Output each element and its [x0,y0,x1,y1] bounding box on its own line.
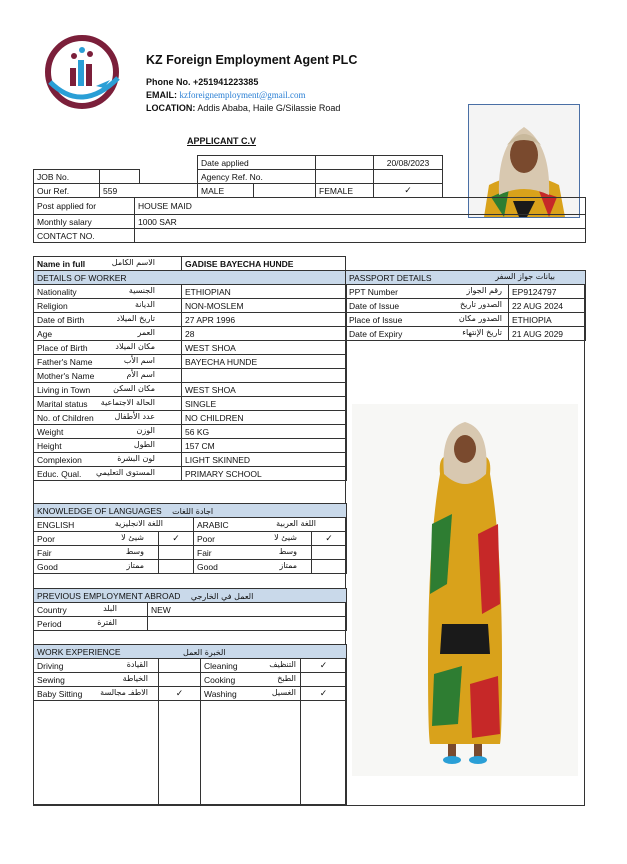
worker-field-label-ar: لون البشرة [117,454,155,463]
experience-skill-label: Cooking [204,674,236,685]
male-label: MALE [198,184,254,198]
worker-field-label: Weight [37,426,64,437]
gender-table [197,183,443,198]
worker-field-label: Religion [37,300,68,311]
salary-label: Monthly salary [34,215,135,229]
passport-field-label: Place of Issue [349,314,403,325]
english-level-check [159,546,194,560]
experience-skill-label-ar: الطبخ [277,674,296,683]
our-ref-table [33,183,198,198]
previous-employment-table [33,588,347,631]
work-experience-table [33,644,347,805]
period-label-cell [34,617,148,631]
worker-field-label-cell [34,439,182,453]
worker-field-label-cell [34,383,182,397]
passport-field-label-cell [346,313,509,327]
worker-field-value: 28 [182,327,347,341]
male-check [254,184,316,198]
experience-skill-check [159,673,201,687]
name-value: GADISE BAYECHA HUNDE [182,257,346,271]
experience-skill-check: ✓ [301,659,347,673]
worker-field-label-ar: المستوى التعليمي [95,468,155,477]
name-table [33,256,346,271]
company-phone: Phone No. +251941223385 [146,77,259,87]
experience-skill-cell [34,659,159,673]
english-level-check [159,560,194,574]
contact-value [135,229,586,243]
worker-field-label: Father's Name [37,356,93,367]
experience-skill-label: Washing [204,688,237,699]
post-table [33,197,586,243]
worker-details-table [33,270,347,481]
worker-field-label: Date of Birth [37,314,85,325]
worker-field-value: BAYECHA HUNDE [182,355,347,369]
location-value: Addis Ababa, Haile G/Silassie Road [197,103,341,113]
experience-skill-label-ar: القيادة [126,660,148,669]
worker-field-label-ar: عدد الأطفال [114,412,155,421]
worker-field-value: 157 CM [182,439,347,453]
experience-skill-check [301,673,347,687]
worker-details-header: DETAILS OF WORKER [34,271,347,285]
worker-field-label-ar: الوزن [136,426,155,435]
arabic-level-check: ✓ [312,532,347,546]
worker-field-label-cell [34,327,182,341]
arabic-level-cell [194,560,312,574]
worker-field-label-cell [34,285,182,299]
passport-field-value: 21 AUG 2029 [509,327,586,341]
job-no-label: JOB No. [34,170,100,184]
company-email [146,90,306,100]
experience-skill-cell [34,687,159,701]
post-label: Post applied for [34,198,135,215]
date-applied-blank [316,156,374,170]
english-level-label-ar: وسط [125,547,144,556]
period-value [148,617,347,631]
passport-field-label-ar: الصدور مكان [458,314,502,323]
experience-skill-cell [34,673,159,687]
email-label: EMAIL: [146,90,177,100]
location-label: LOCATION: [146,103,196,113]
english-level-check: ✓ [159,532,194,546]
passport-header-cell [346,271,586,285]
country-label: Country [37,604,67,615]
worker-field-label-ar: اسم الأم [126,370,155,379]
experience-skill-check: ✓ [159,687,201,701]
worker-field-value: 27 APR 1996 [182,313,347,327]
worker-field-label: Complexion [37,454,82,465]
arabic-level-label: Good [197,561,218,572]
english-level-label: Fair [37,547,52,558]
salary-value: 1000 SAR [135,215,586,229]
arabic-label-ar: اللغة العربية [276,519,316,528]
experience-filler [201,701,301,805]
passport-field-value: 22 AUG 2024 [509,299,586,313]
previous-header-ar: العمل في الخارجي [190,591,254,601]
agency-ref-value [374,170,443,184]
our-ref-label: Our Ref. [34,184,100,198]
worker-field-label-cell [34,467,182,481]
worker-field-label: Height [37,440,62,451]
worker-field-label: Age [37,328,53,339]
arabic-label: ARABIC [197,519,229,530]
worker-field-label: Mother's Name [37,370,95,381]
worker-field-label-ar: مكان الميلاد [115,342,155,351]
english-level-cell [34,560,159,574]
worker-field-label-cell [34,299,182,313]
worker-field-value: WEST SHOA [182,383,347,397]
english-level-label: Poor [37,533,55,544]
country-label-cell [34,603,148,617]
agency-ref-label: Agency Ref. No. [198,170,316,184]
our-ref-value: 559 [100,184,198,198]
cv-title: APPLICANT C.V [187,136,257,146]
worker-field-label-cell [34,313,182,327]
arabic-level-cell [194,546,312,560]
english-cell [34,518,194,532]
worker-field-value: PRIMARY SCHOOL [182,467,347,481]
job-ref-table [33,169,140,184]
worker-field-label-ar: العمر [137,328,155,337]
experience-skill-label: Driving [37,660,64,671]
arabic-level-label-ar: وسط [278,547,297,556]
worker-field-label: Place of Birth [37,342,88,353]
experience-skill-label-ar: الخياطة [122,674,148,683]
worker-field-label: Living in Town [37,384,91,395]
passport-field-label-ar: رقم الجواز [466,286,502,295]
arabic-level-cell [194,532,312,546]
english-level-label-ar: ممتاز [126,561,144,570]
worker-field-label-cell [34,425,182,439]
english-level-cell [34,546,159,560]
english-level-label: Good [37,561,58,572]
passport-field-value: ETHIOPIA [509,313,586,327]
experience-skill-check [159,659,201,673]
female-label: FEMALE [316,184,374,198]
english-level-label-ar: شيئ لا [121,533,144,542]
company-name: KZ Foreign Employment Agent PLC [146,53,358,67]
experience-filler [301,701,347,805]
worker-field-label-cell [34,369,182,383]
english-label: ENGLISH [37,519,75,530]
worker-field-label-cell [34,397,182,411]
experience-skill-label-ar: الغسيل [271,688,296,697]
worker-field-label-ar: اسم الأب [123,356,155,365]
worker-field-label: Nationality [37,286,77,297]
passport-header-ar: بيانات جواز السفر [495,272,556,281]
country-value: NEW [148,603,347,617]
english-label-ar: اللغة الانجليزية [114,519,163,528]
worker-field-label-ar: الطول [133,440,155,449]
experience-skill-label: Sewing [37,674,65,685]
post-value: HOUSE MAID [135,198,586,215]
female-check: ✓ [374,184,443,198]
experience-skill-label-ar: الاطفـ مجالسة [100,688,148,697]
worker-field-label-cell [34,341,182,355]
worker-field-label-cell [34,355,182,369]
arabic-level-label: Poor [197,533,215,544]
job-no-value [100,170,140,184]
experience-skill-label: Cleaning [204,660,238,671]
previous-header: PREVIOUS EMPLOYMENT ABROAD [37,590,181,601]
languages-header-cell [34,504,347,518]
name-label-cell [34,257,182,271]
worker-field-label-cell [34,453,182,467]
email-link[interactable]: kzforeignemployment@gmail.com [179,90,306,100]
passport-header: PASSPORT DETAILS [349,272,432,283]
worker-field-label-ar: الديانة [134,300,155,309]
experience-header-cell [34,645,347,659]
arabic-cell [194,518,347,532]
contact-label: CONTACT NO. [34,229,135,243]
name-label-ar: الاسم الكامل [111,258,155,267]
experience-skill-cell [201,673,301,687]
experience-header-ar: الخبرة العمل [182,647,226,657]
passport-field-label-cell [346,299,509,313]
worker-field-label: Educ. Qual. [37,468,82,479]
worker-field-label-ar: الجنسية [128,286,155,295]
experience-filler [159,701,201,805]
experience-skill-check: ✓ [301,687,347,701]
company-location [146,103,340,113]
worker-field-label-ar: الحالة الاجتماعية [100,398,155,407]
passport-table [345,270,586,341]
languages-header-ar: اجادة اللغات [172,506,214,516]
worker-field-value: WEST SHOA [182,341,347,355]
worker-field-label-cell [34,411,182,425]
experience-skill-cell [201,687,301,701]
languages-table [33,503,347,574]
date-applied-table [197,155,443,184]
arabic-level-check [312,560,347,574]
passport-field-label-cell [346,327,509,341]
worker-field-value: LIGHT SKINNED [182,453,347,467]
english-level-cell [34,532,159,546]
arabic-level-label-ar: ممتاز [279,561,297,570]
worker-field-value: 56 KG [182,425,347,439]
agency-ref-blank [316,170,374,184]
worker-field-value: NO CHILDREN [182,411,347,425]
experience-skill-cell [201,659,301,673]
worker-field-value: NON-MOSLEM [182,299,347,313]
worker-field-label: Marital status [37,398,88,409]
passport-field-label: Date of Expiry [349,328,403,339]
company-logo [44,34,122,110]
worker-field-label: No. of Children [37,412,94,423]
date-applied-value: 20/08/2023 [374,156,443,170]
experience-filler [34,701,159,805]
name-label: Name in full [37,258,86,269]
previous-header-cell [34,589,347,603]
country-label-ar: البلد [103,604,117,613]
arabic-level-label-ar: شيئ لا [274,533,297,542]
experience-header: WORK EXPERIENCE [37,646,121,657]
passport-field-value: EP9124797 [509,285,586,299]
passport-field-label-cell [346,285,509,299]
experience-skill-label-ar: التنظيف [269,660,296,669]
passport-field-label-ar: الصدور تاريخ [460,300,502,309]
worker-field-value: SINGLE [182,397,347,411]
period-label: Period [37,618,62,629]
worker-field-value: ETHIOPIAN [182,285,347,299]
worker-field-label-ar: تاريخ الميلاد [116,314,155,323]
languages-header: KNOWLEDGE OF LANGUAGES [37,505,162,516]
arabic-level-label: Fair [197,547,212,558]
date-applied-label: Date applied [198,156,316,170]
worker-field-value [182,369,347,383]
passport-field-label-ar: تاريخ الإنتهاء [462,328,502,337]
passport-field-label: PPT Number [349,286,398,297]
passport-field-label: Date of Issue [349,300,400,311]
experience-skill-label: Baby Sitting [37,688,83,699]
period-label-ar: الفترة [97,618,117,627]
worker-field-label-ar: مكان السكن [113,384,155,393]
arabic-level-check [312,546,347,560]
applicant-full-body-photo [352,404,578,776]
